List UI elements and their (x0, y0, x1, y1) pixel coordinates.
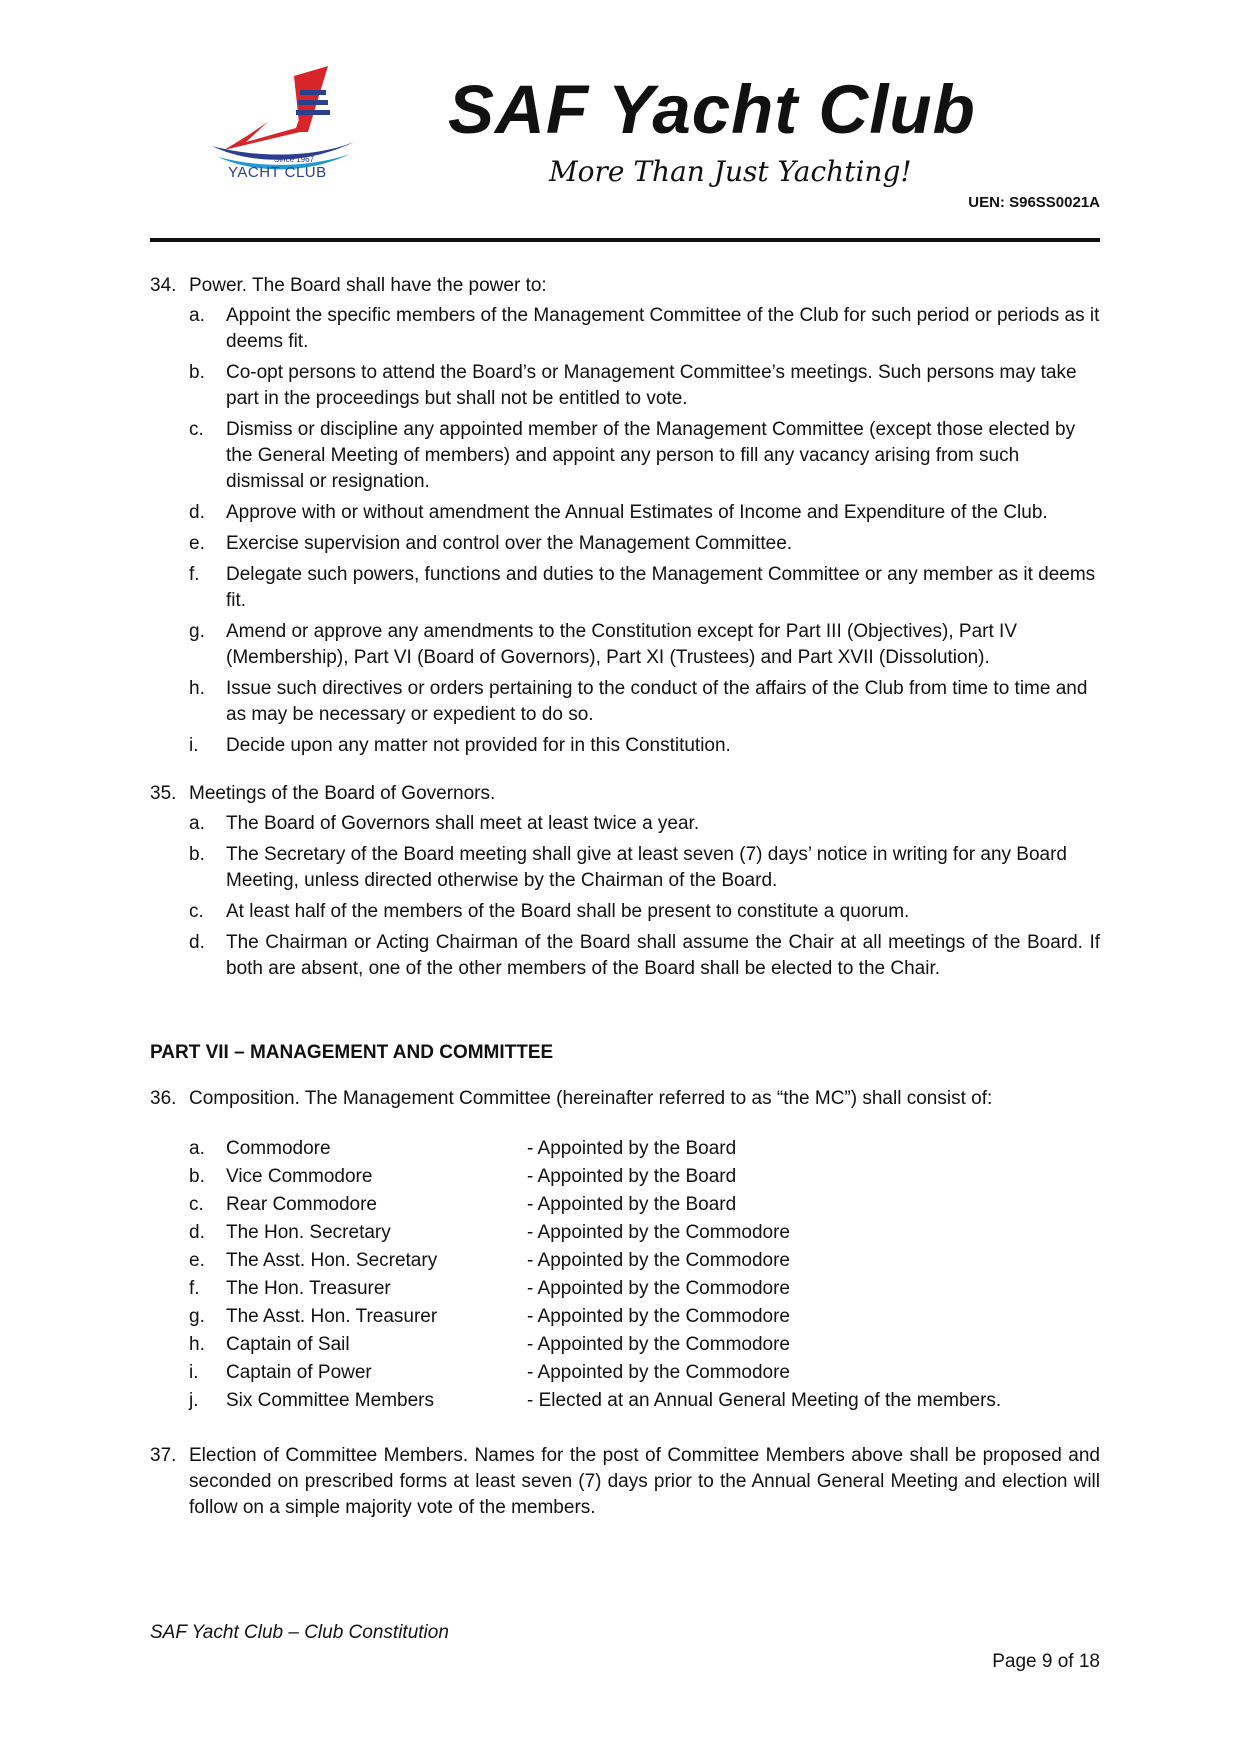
item-letter: g. (189, 1306, 205, 1327)
clause-34 (150, 273, 1100, 299)
list-item (150, 562, 1100, 614)
item-letter: f. (189, 564, 200, 585)
clause-number: 37. (150, 1445, 177, 1466)
clause-number: 36. (150, 1088, 177, 1109)
page-number: Page 9 of 18 (992, 1651, 1100, 1672)
item-text: Delegate such powers, functions and duties to the Management Committee or any member as it deems fit. (226, 564, 1096, 611)
appointment-method: - Appointed by the Commodore (527, 1306, 790, 1327)
clause-37 (150, 1443, 1100, 1521)
item-letter: h. (189, 1334, 205, 1355)
clause-text: Power. The Board shall have the power to: (189, 275, 547, 296)
committee-role: The Asst. Hon. Secretary (226, 1250, 438, 1271)
committee-role: Rear Commodore (226, 1194, 377, 1215)
item-letter: i. (189, 735, 199, 756)
item-text: At least half of the members of the Board shall be present to constitute a quorum. (226, 901, 910, 922)
list-item (150, 531, 1100, 557)
clause-36 (150, 1086, 1100, 1112)
clause-35-list (150, 811, 1100, 982)
header-divider (150, 238, 1100, 242)
list-item (150, 1276, 1100, 1304)
committee-role: The Hon. Secretary (226, 1222, 391, 1243)
clause-number: 34. (150, 275, 177, 296)
item-letter: a. (189, 1138, 205, 1159)
clause-35 (150, 781, 1100, 807)
item-letter: c. (189, 419, 204, 440)
item-text: The Board of Governors shall meet at least twice a year. (226, 813, 700, 834)
item-letter: e. (189, 533, 205, 554)
item-letter: b. (189, 362, 205, 383)
item-letter: d. (189, 502, 205, 523)
item-letter: d. (189, 1222, 205, 1243)
item-text: The Chairman or Acting Chairman of the Board shall assume the Chair at all meetings of the Board. If both are absent, one of the other members of the Board shall be elected to the Chair. (226, 932, 1100, 979)
footer-document-title: SAF Yacht Club – Club Constitution (150, 1622, 449, 1643)
list-item (150, 1248, 1100, 1276)
clause-34-list (150, 303, 1100, 759)
item-text: Decide upon any matter not provided for in this Constitution. (226, 735, 731, 756)
list-item (150, 1388, 1100, 1416)
logo-since-text: Since 1967 (274, 155, 315, 164)
item-letter: g. (189, 621, 205, 642)
list-item (150, 1360, 1100, 1388)
item-letter: f. (189, 1278, 200, 1299)
item-text: Dismiss or discipline any appointed member of the Management Committee (except those elected by the General Meeting of members) and appoint any person to fill any vacancy arising from such dismissal or resignation. (226, 419, 1076, 492)
item-letter: d. (189, 932, 205, 953)
item-letter: e. (189, 1250, 205, 1271)
item-letter: c. (189, 901, 204, 922)
list-item (150, 676, 1100, 728)
item-letter: b. (189, 1166, 205, 1187)
appointment-method: - Appointed by the Board (527, 1194, 737, 1215)
committee-role: The Hon. Treasurer (226, 1278, 391, 1299)
item-letter: h. (189, 678, 205, 699)
appointment-method: - Appointed by the Board (527, 1138, 737, 1159)
appointment-method: - Appointed by the Commodore (527, 1334, 790, 1355)
committee-role: Commodore (226, 1138, 331, 1159)
item-letter: a. (189, 305, 205, 326)
item-text: Appoint the specific members of the Management Committee of the Club for such period or periods as it deems fit. (226, 305, 1100, 352)
list-item (150, 1164, 1100, 1192)
appointment-method: - Appointed by the Commodore (527, 1278, 790, 1299)
logo-name-text: YACHT CLUB (228, 164, 327, 181)
club-tagline: More Than Just Yachting! (549, 155, 912, 188)
appointment-method: - Appointed by the Board (527, 1166, 737, 1187)
list-item (150, 930, 1100, 982)
list-item (150, 733, 1100, 759)
list-item (150, 811, 1100, 837)
item-text: The Secretary of the Board meeting shall give at least seven (7) days’ notice in writing for any Board Meeting, unless directed otherwise by the Chairman of the Board. (226, 844, 1068, 891)
clause-number: 35. (150, 783, 177, 804)
committee-role: Six Committee Members (226, 1390, 434, 1411)
uen-number: UEN: S96SS0021A (968, 194, 1100, 211)
clause-text: Meetings of the Board of Governors. (189, 783, 496, 804)
part-heading: PART VII – MANAGEMENT AND COMMITTEE (150, 1042, 554, 1063)
appointment-method: - Elected at an Annual General Meeting of the members. (527, 1390, 1002, 1411)
committee-role: Captain of Power (226, 1362, 372, 1383)
list-item (150, 619, 1100, 671)
list-item (150, 899, 1100, 925)
list-item (150, 1192, 1100, 1220)
item-text: Co-opt persons to attend the Board’s or Management Committee’s meetings. Such persons may take part in the proceedings but shall not be entitled to vote. (226, 362, 1077, 409)
list-item (150, 1304, 1100, 1332)
appointment-method: - Appointed by the Commodore (527, 1250, 790, 1271)
appointment-method: - Appointed by the Commodore (527, 1222, 790, 1243)
page-header (0, 0, 1240, 250)
committee-role: Vice Commodore (226, 1166, 373, 1187)
clause-text: Composition. The Management Committee (hereinafter referred to as “the MC”) shall consist of: (189, 1088, 993, 1109)
list-item (150, 1332, 1100, 1360)
item-letter: i. (189, 1362, 199, 1383)
clause-text: Election of Committee Members. Names for the post of Committee Members above shall be proposed and seconded on prescribed forms at least seven (7) days prior to the Annual General Meeting and election will follow on a simple majority vote of the members. (189, 1445, 1100, 1518)
item-letter: b. (189, 844, 205, 865)
document-body (150, 273, 1100, 1521)
appointment-method: - Appointed by the Commodore (527, 1362, 790, 1383)
item-text: Exercise supervision and control over the Management Committee. (226, 533, 793, 554)
committee-composition-list (150, 1136, 1100, 1416)
list-item (150, 1136, 1100, 1164)
list-item (150, 1220, 1100, 1248)
committee-role: The Asst. Hon. Treasurer (226, 1306, 438, 1327)
item-text: Issue such directives or orders pertaining to the conduct of the affairs of the Club from time to time and as may be necessary or expedient to do so. (226, 678, 1088, 725)
club-title: SAF Yacht Club (448, 71, 976, 148)
item-text: Amend or approve any amendments to the Constitution except for Part III (Objectives), Part IV (Membership), Part VI (Board of Governors), Part XI (Trustees) and Part XVII (Dissolution). (226, 621, 1017, 668)
list-item (150, 500, 1100, 526)
list-item (150, 360, 1100, 412)
list-item (150, 303, 1100, 355)
item-letter: c. (189, 1194, 204, 1215)
list-item (150, 417, 1100, 495)
item-text: Approve with or without amendment the Annual Estimates of Income and Expenditure of the Club. (226, 502, 1048, 523)
list-item (150, 842, 1100, 894)
committee-role: Captain of Sail (226, 1334, 350, 1355)
item-letter: j. (189, 1390, 199, 1411)
item-letter: a. (189, 813, 205, 834)
